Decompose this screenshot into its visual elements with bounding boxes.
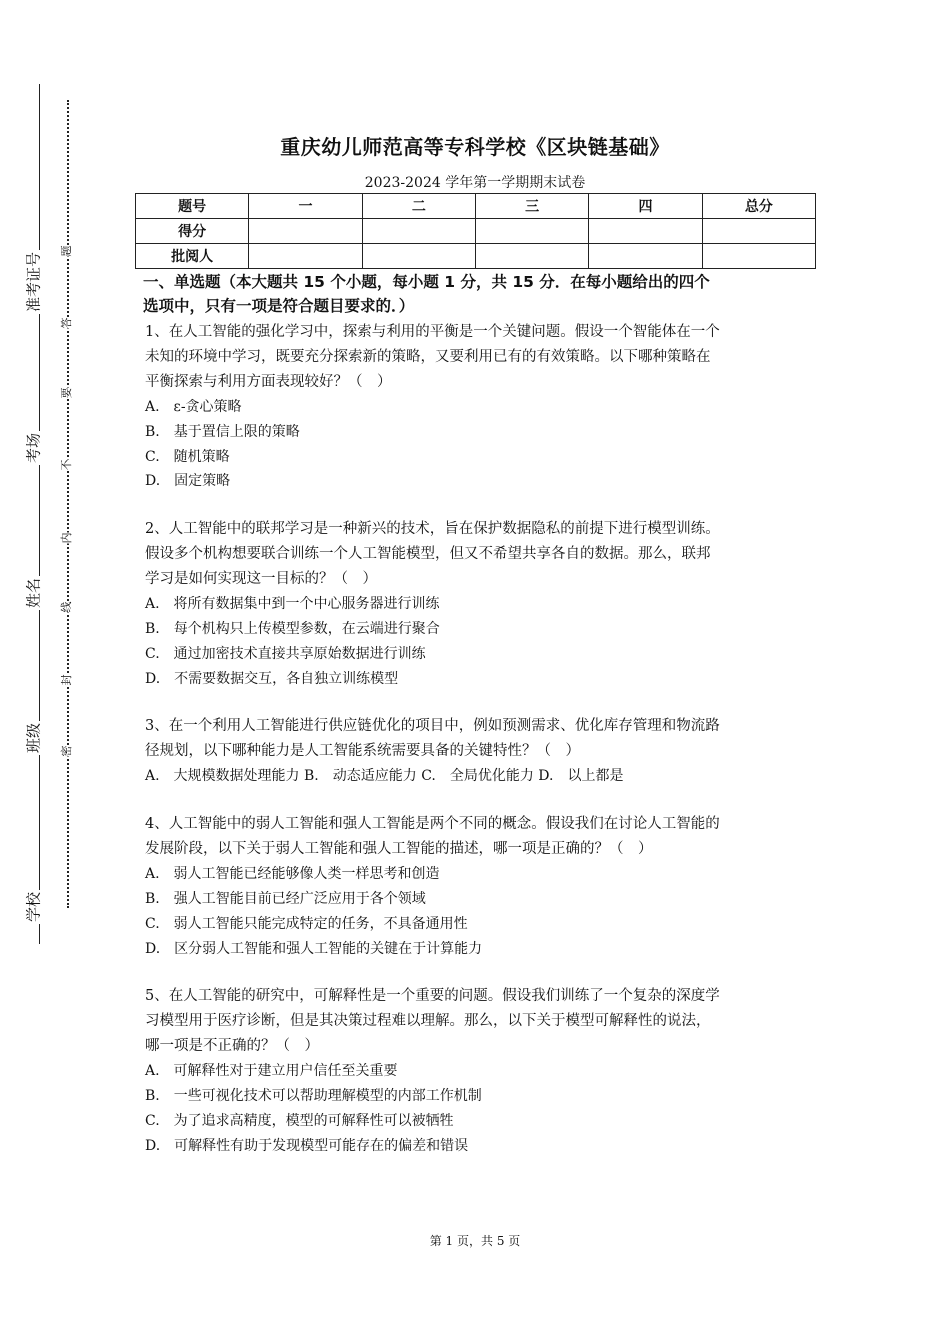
option-a: A. 可解释性对于建立用户信任至关重要: [145, 1063, 398, 1080]
question-stem-line: 3、在一个利用人工智能进行供应链优化的项目中，例如预测需求、优化库存管理和物流路: [145, 718, 720, 735]
row-label-cell: 得分: [136, 219, 249, 244]
question-1: [145, 320, 815, 494]
section-heading: [143, 270, 815, 318]
option-b: B. 基于置信上限的策略: [145, 423, 300, 440]
option-a: A. 将所有数据集中到一个中心服务器进行训练: [145, 596, 440, 613]
reviewer-cell: [475, 244, 588, 269]
seal-char: 答: [60, 317, 73, 329]
question-stem-line: 发展阶段，以下关于弱人工智能和强人工智能的描述，哪一项是正确的？（ ）: [145, 841, 653, 858]
seal-char: 封: [60, 674, 73, 686]
score-row: [136, 219, 816, 244]
option-d: D. 区分弱人工智能和强人工智能的关键在于计算能力: [145, 940, 483, 957]
exam-content: [145, 270, 815, 1182]
seal-char: 要: [60, 387, 73, 399]
score-table: [135, 193, 816, 269]
option-d: D. 不需要数据交互，各自独立训练模型: [145, 670, 399, 687]
reviewer-cell: [702, 244, 815, 269]
option-a: A. ε-贪心策略: [145, 399, 242, 415]
question-stem-line: 4、人工智能中的弱人工智能和强人工智能是两个不同的概念。假设我们在讨论人工智能的: [145, 816, 720, 833]
exam-number-label: 准考证号: [24, 251, 43, 313]
option-a: A. 弱人工智能已经能够像人类一样思考和创造: [145, 866, 440, 883]
option-c: C. 随机策略: [145, 448, 230, 465]
binding-margin: [0, 0, 90, 1344]
question-stem-line: 径规划，以下哪种能力是人工智能系统需要具备的关键特性？（ ）: [145, 743, 580, 760]
score-table-header-row: [136, 194, 816, 219]
seal-char: 密: [60, 745, 73, 757]
question-5: [145, 984, 815, 1158]
header-cell: 三: [475, 194, 588, 219]
question-stem-line: 习模型用于医疗诊断，但是其决策过程难以理解。那么，以下关于模型可解释性的说法，: [145, 1013, 711, 1030]
row-label-cell: 批阅人: [136, 244, 249, 269]
question-stem-line: 2、人工智能中的联邦学习是一种新兴的技术，旨在保护数据隐私的前提下进行模型训练。: [145, 521, 720, 538]
option-b: B. 一些可视化技术可以帮助理解模型的内部工作机制: [145, 1088, 482, 1105]
question-stem-line: 1、在人工智能的强化学习中，探索与利用的平衡是一个关键问题。假设一个智能体在一个: [145, 324, 720, 340]
exam-subtitle: 2023-2024 学年第一学期期末试卷: [364, 175, 586, 191]
seal-char: 不: [60, 459, 73, 471]
score-cell: [475, 219, 588, 244]
name-label: 姓名: [24, 577, 43, 609]
seal-char: 题: [60, 245, 73, 257]
exam-title: 重庆幼儿师范高等专科学校《区块链基础》: [280, 135, 670, 159]
header-cell: 四: [589, 194, 702, 219]
question-2: [145, 517, 815, 691]
exam-room-label: 考场: [24, 432, 43, 464]
option-c: C. 弱人工智能只能完成特定的任务，不具备通用性: [145, 915, 468, 932]
option-c: C. 通过加密技术直接共享原始数据进行训练: [145, 645, 426, 662]
option-line: A. 大规模数据处理能力 B. 动态适应能力 C. 全局优化能力 D. 以上都是: [145, 768, 624, 785]
question-stem-line: 假设多个机构想要联合训练一个人工智能模型，但又不希望共享各自的数据。那么，联邦: [145, 546, 711, 563]
school-label: 学校: [24, 891, 43, 923]
option-b: B. 强人工智能目前已经广泛应用于各个领域: [145, 890, 426, 907]
header-cell: 二: [362, 194, 475, 219]
question-stem-line: 5、在人工智能的研究中，可解释性是一个重要的问题。假设我们训练了一个复杂的深度学: [145, 988, 720, 1005]
header-cell: 题号: [136, 194, 249, 219]
reviewer-row: [136, 244, 816, 269]
section-heading-line: 一、单选题（本大题共 15 个小题，每小题 1 分，共 15 分．在每小题给出的四个: [143, 273, 710, 291]
score-cell: [249, 219, 362, 244]
score-cell: [362, 219, 475, 244]
question-stem-line: 学习是如何实现这一目标的？（ ）: [145, 571, 377, 588]
option-c: C. 为了追求高精度，模型的可解释性可以被牺牲: [145, 1112, 454, 1129]
option-d: D. 可解释性有助于发现模型可能存在的偏差和错误: [145, 1137, 469, 1154]
question-stem-line: 哪一项是不正确的？（ ）: [145, 1038, 319, 1055]
header-cell: 总分: [702, 194, 815, 219]
question-stem-line: 平衡探索与利用方面表现较好？（ ）: [145, 374, 392, 390]
question-3: [145, 714, 815, 789]
question-stem-line: 未知的环境中学习，既要充分探索新的策略，又要利用已有的有效策略。以下哪种策略在: [145, 349, 711, 365]
option-d: D. 固定策略: [145, 473, 231, 490]
seal-dotted-line: [67, 100, 69, 908]
class-label: 班级: [24, 722, 43, 754]
binding-solid-line: [39, 84, 40, 944]
option-b: B. 每个机构只上传模型参数，在云端进行聚合: [145, 620, 440, 637]
seal-char: 线: [60, 601, 73, 613]
reviewer-cell: [362, 244, 475, 269]
question-4: [145, 812, 815, 961]
header-cell: 一: [249, 194, 362, 219]
score-cell: [589, 219, 702, 244]
score-cell: [702, 219, 815, 244]
reviewer-cell: [589, 244, 702, 269]
seal-char: 内: [60, 532, 73, 544]
page-footer: 第 1 页，共 5 页: [429, 1234, 521, 1248]
section-heading-line: 选项中，只有一项是符合题目要求的．）: [143, 297, 415, 315]
reviewer-cell: [249, 244, 362, 269]
